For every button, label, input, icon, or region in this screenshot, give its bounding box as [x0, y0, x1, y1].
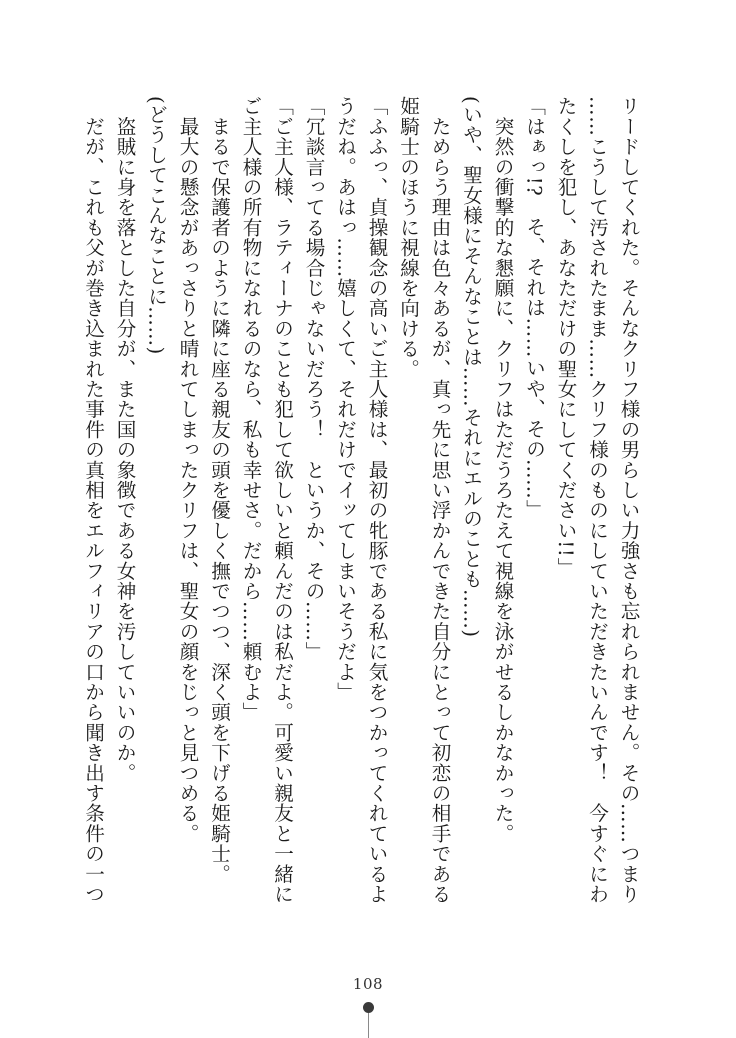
text-line: 盗賊に身を落とした自分が、また国の象徴である女神を汚していいのか。 — [113, 96, 136, 783]
text-line: (どうしてこんなことに……) — [144, 96, 168, 355]
text-line: 突然の衝撃的な懇願に、クリフはただうろたえて視線を泳がせるしかなかった。 — [491, 96, 514, 844]
text-line: 「ご主人様、ラティーナのことも犯して欲しいと頼んだのは私だよ。可愛い親友と一緒に — [270, 96, 294, 904]
page-number: 108 — [352, 975, 384, 993]
text-line: まるで保護者のように隣に座る親友の頭を優しく撫でつつ、深く頭を下げる姫騎士。 — [207, 96, 231, 884]
text-line: 姫騎士のほうに視線を向ける。 — [396, 96, 420, 379]
text-line: だが、これも父が巻き込まれた事件の真相をエルフィリアの口から聞き出す条件の一つ — [81, 96, 105, 904]
page-marker-icon — [368, 998, 369, 1038]
text-line: 「はぁっ!? そ、それは……いや、その……」 — [522, 96, 546, 520]
text-line: ためらう理由は色々あるが、真っ先に思い浮かんできた自分にとって初恋の相手である — [428, 96, 451, 904]
text-line: 「冗談言ってる場合じゃないだろう！ というか、その……」 — [302, 96, 325, 662]
page-marker-line — [368, 1013, 369, 1038]
text-line: 「ふふっ、貞操観念の高いご主人様は、最初の牝豚である私に気をつかってくれているよ — [365, 96, 388, 904]
text-line: ……こうして汚されたまま……クリフ様のものにしていただきたいんです！ 今すぐにわ — [585, 96, 609, 904]
text-line: うだね。あはっ……嬉しくて、それだけでイッてしまいそうだよ」 — [333, 96, 357, 702]
text-line: (いや、聖女様にそんなことは……それにエルのことも……) — [459, 96, 483, 638]
text-line: ご主人様の所有物になれるのなら、私も幸せさ。だから……頼むよ」 — [239, 96, 262, 723]
text-line: リードしてくれた。そんなクリフ様の男らしい力強さも忘れられません。その……つまり — [617, 96, 640, 904]
page-marker-dot — [363, 1002, 374, 1013]
text-line: 最大の懸念があっさりと晴れてしまったクリフは、聖女の顔をじっと見つめる。 — [176, 96, 199, 844]
vertical-text-block — [77, 96, 644, 946]
text-line: たくしを犯し、あなただけの聖女にしてください!!」 — [554, 96, 577, 578]
